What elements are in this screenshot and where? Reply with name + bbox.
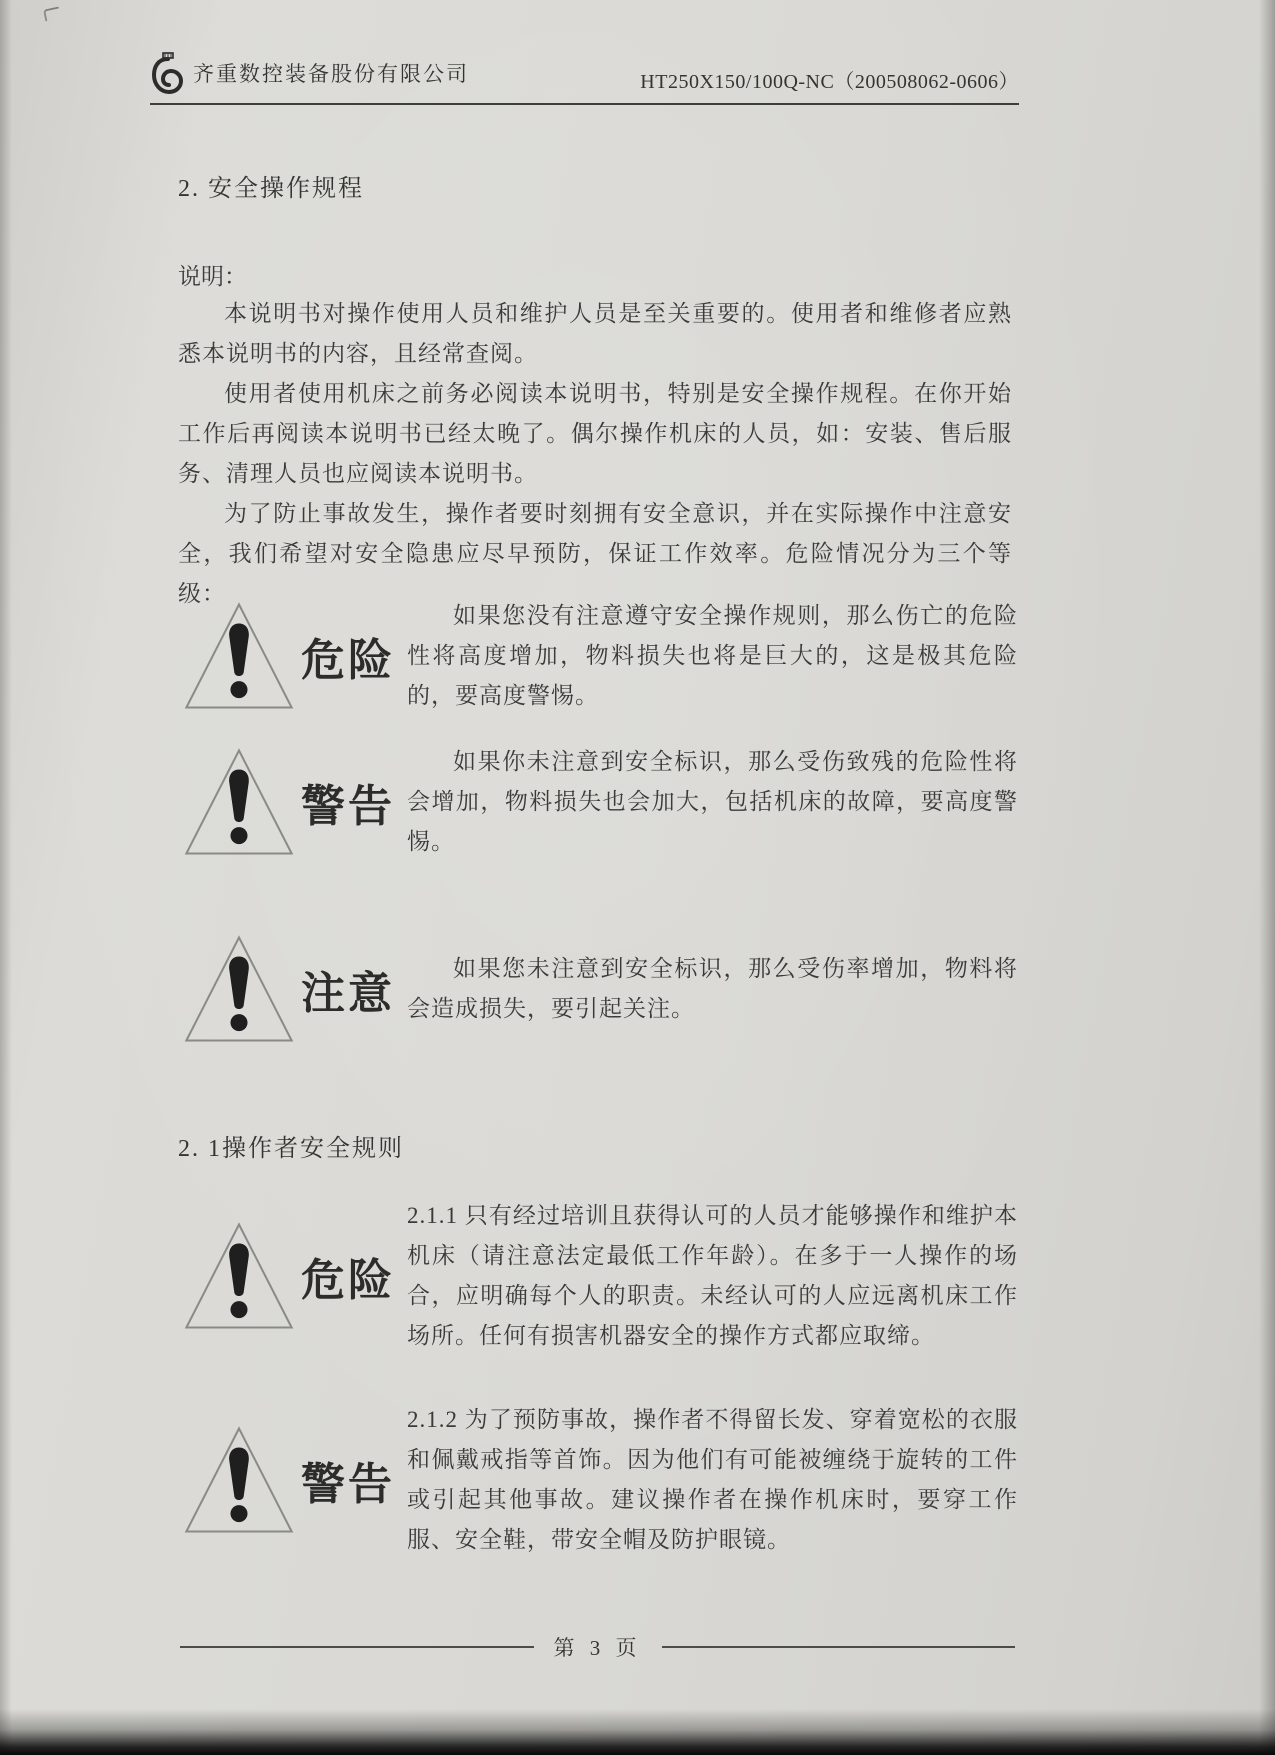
paragraph: 本说明书对操作使用人员和维护人员是至关重要的。使用者和维修者应熟悉本说明书的内容，且经常查阅。	[178, 301, 1012, 366]
paragraph: 为了防止事故发生，操作者要时刻拥有安全意识，并在实际操作中注意安全，我们希望对安全隐患应尽早预防，保证工作效率。危险情况分为三个等级：	[178, 501, 1012, 606]
rule-text: 2.1.1 只有经过培训且获得认可的人员才能够操作和维护本机床（请注意法定最低工作年龄）。在多于一人操作的场合，应明确每个人的职责。未经认可的人应远离机床工作场所。任何有损害机器安全的操作方式都应取缔。	[407, 1203, 1018, 1348]
page-number: 第 3 页	[553, 1636, 642, 1660]
intro-label: 说明：	[178, 264, 247, 289]
hazard-label: 警告	[301, 1460, 395, 1509]
scan-edge-bottom	[0, 1709, 1275, 1755]
company-logo-icon	[150, 52, 186, 94]
footer-rule-left	[180, 1646, 534, 1648]
hazard-label: 警告	[301, 782, 395, 831]
hazard-block-caution	[178, 930, 1018, 1048]
warning-triangle-icon	[183, 743, 295, 861]
company-name: 齐重数控装备股份有限公司	[193, 62, 469, 86]
rule-block-danger	[178, 1196, 1018, 1356]
intro-paragraphs	[178, 294, 1012, 614]
scan-edge-right	[1259, 0, 1275, 1755]
rule-text: 2.1.2 为了预防事故，操作者不得留长发、穿着宽松的衣服和佩戴戒指等首饰。因为他们有可能被缠绕于旋转的工件或引起其他事故。建议操作者在操作机床时，要穿工作服、安全鞋，带安全帽及防护眼镜。	[407, 1407, 1018, 1552]
page-header	[150, 52, 1019, 105]
doc-number: HT250X150/100Q-NC（200508062-0606）	[640, 71, 1019, 93]
hazard-block-warning	[178, 742, 1018, 862]
footer-rule-right	[662, 1646, 1016, 1648]
hazard-label: 注意	[301, 969, 395, 1018]
warning-triangle-icon	[183, 1421, 295, 1539]
section-title: 2. 安全操作规程	[178, 176, 364, 202]
scan-crease-mark	[43, 6, 61, 21]
hazard-text: 如果你未注意到安全标识，那么受伤致残的危险性将会增加，物料损失也会加大，包括机床的故障，要高度警惕。	[407, 749, 1018, 854]
warning-triangle-icon	[183, 597, 295, 715]
rule-block-warning	[178, 1400, 1018, 1560]
header-company-block	[150, 52, 469, 94]
paragraph: 使用者使用机床之前务必阅读本说明书，特别是安全操作规程。在你开始工作后再阅读本说明书已经太晚了。偶尔操作机床的人员，如：安装、售后服务、清理人员也应阅读本说明书。	[178, 381, 1012, 486]
warning-triangle-icon	[183, 930, 295, 1048]
hazard-label: 危险	[301, 1256, 395, 1305]
hazard-label: 危险	[301, 636, 395, 685]
page-footer	[180, 1632, 1015, 1662]
scan-edge-left	[0, 0, 12, 1755]
warning-triangle-icon	[183, 1217, 295, 1335]
hazard-text: 如果您没有注意遵守安全操作规则，那么伤亡的危险性将高度增加，物料损失也将是巨大的，这是极其危险的，要高度警惕。	[407, 603, 1018, 708]
hazard-text: 如果您未注意到安全标识，那么受伤率增加，物料将会造成损失，要引起关注。	[407, 956, 1018, 1021]
subsection-title: 2. 1操作者安全规则	[178, 1136, 404, 1162]
hazard-block-danger	[178, 596, 1018, 716]
